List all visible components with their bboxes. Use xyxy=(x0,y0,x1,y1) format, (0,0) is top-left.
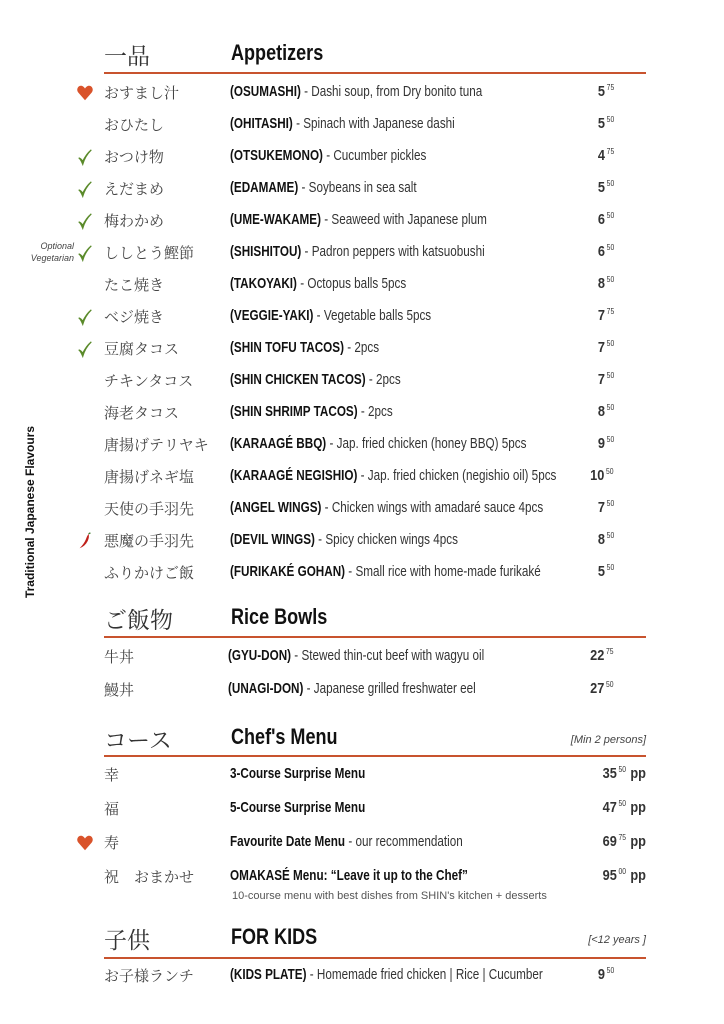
item-detail: - Spinach with Japanese dashi xyxy=(292,115,455,132)
item-detail: - Small rice with home-made furikaké xyxy=(345,563,541,580)
price-main: 5 xyxy=(597,179,605,196)
item-detail: - Chicken wings with amadaré sauce 4pcs xyxy=(321,499,544,516)
price-main: 5 xyxy=(597,83,605,100)
item-name: (KIDS PLATE) xyxy=(230,966,307,983)
price-cents: 75 xyxy=(618,833,627,842)
item-description xyxy=(230,403,393,420)
item-name: (OSUMASHI) xyxy=(230,83,301,100)
side-label: Traditional Japanese Flavours xyxy=(23,425,37,599)
item-name: 5-Course Surprise Menu xyxy=(230,799,366,816)
item-name: Favourite Date Menu xyxy=(230,833,346,850)
price-main: 8 xyxy=(597,275,605,292)
item-price xyxy=(598,531,614,548)
vegetarian-text: Vegetarian xyxy=(30,253,74,263)
price-cents: 50 xyxy=(606,243,614,252)
item-jp-name: おすまし汁 xyxy=(104,84,180,102)
item-price xyxy=(598,179,614,196)
item-name: (SHIN TOFU TACOS) xyxy=(230,339,344,356)
item-name: (FURIKAKÉ GOHAN) xyxy=(230,563,346,580)
price-cents: 00 xyxy=(618,867,627,876)
price-main: 95 xyxy=(602,867,617,884)
check-icon xyxy=(76,308,94,326)
price-cents: 50 xyxy=(606,339,614,348)
section-divider xyxy=(104,755,646,757)
section-title: Appetizers xyxy=(231,40,324,65)
item-jp-name: 幸 xyxy=(104,766,120,784)
item-name: (VEGGIE-YAKI) xyxy=(230,307,314,324)
item-jp-name: 梅わかめ xyxy=(104,212,165,230)
price-main: 27 xyxy=(590,680,605,697)
item-jp-name: 福 xyxy=(104,800,120,818)
price-cents: 50 xyxy=(606,966,614,975)
price-main: 8 xyxy=(597,403,605,420)
item-detail: - Homemade fried chicken | Rice | Cucumber xyxy=(306,966,543,983)
item-price xyxy=(598,563,614,580)
item-subtitle: 10-course menu with best dishes from SHIN's kitchen + desserts xyxy=(232,890,547,902)
item-jp-name: お子様ランチ xyxy=(104,967,195,985)
menu-item xyxy=(0,466,724,490)
menu-item xyxy=(0,832,724,856)
price-main: 8 xyxy=(597,531,605,548)
item-jp-name: チキンタコス xyxy=(104,372,194,390)
item-description xyxy=(230,531,458,548)
item-description xyxy=(230,499,543,516)
menu-item xyxy=(0,764,724,788)
item-jp-name: ベジ焼き xyxy=(104,308,165,326)
item-detail: - Jap. fried chicken (honey BBQ) 5pcs xyxy=(326,435,527,452)
price-cents: 50 xyxy=(606,680,614,689)
price-main: 47 xyxy=(602,799,617,816)
check-icon xyxy=(76,148,94,166)
item-jp-name: 寿 xyxy=(104,834,120,852)
item-price xyxy=(598,371,614,388)
item-detail: - Vegetable balls 5pcs xyxy=(313,307,432,324)
section-note: [Min 2 persons] xyxy=(570,734,646,746)
item-jp-name: えだまめ xyxy=(104,180,165,198)
section-title: Chef's Menu xyxy=(231,724,338,749)
menu-item xyxy=(0,434,724,458)
item-description xyxy=(230,147,426,164)
item-name: (UME-WAKAME) xyxy=(230,211,321,228)
optional-text: Optional xyxy=(40,241,74,251)
price-main: 7 xyxy=(597,339,605,356)
price-main: 7 xyxy=(597,499,605,516)
item-description xyxy=(230,83,482,100)
price-unit: pp xyxy=(630,765,646,782)
item-name: (ANGEL WINGS) xyxy=(230,499,322,516)
item-description xyxy=(230,435,526,452)
price-main: 9 xyxy=(597,966,605,983)
item-price xyxy=(603,765,646,782)
menu-item xyxy=(0,679,724,703)
item-price xyxy=(603,833,646,850)
item-jp-name: ししとう鰹節 xyxy=(104,244,195,262)
item-jp-name: 唐揚げテリヤキ xyxy=(104,436,209,454)
item-name: (OTSUKEMONO) xyxy=(230,147,323,164)
price-cents: 75 xyxy=(606,83,614,92)
menu-item xyxy=(0,146,724,170)
item-price xyxy=(598,307,614,324)
price-cents: 50 xyxy=(606,403,614,412)
section-title: Rice Bowls xyxy=(231,604,328,629)
item-jp-name: おひたし xyxy=(104,116,165,134)
price-main: 6 xyxy=(597,243,605,260)
price-main: 10 xyxy=(590,467,605,484)
item-jp-name: たこ焼き xyxy=(104,276,165,294)
price-unit: pp xyxy=(630,799,646,816)
item-price xyxy=(598,243,614,260)
price-cents: 50 xyxy=(606,435,614,444)
price-cents: 75 xyxy=(606,647,614,656)
item-detail: - Seaweed with Japanese plum xyxy=(320,211,487,228)
check-icon xyxy=(76,212,94,230)
item-description xyxy=(228,680,476,697)
heart-icon xyxy=(76,834,94,852)
item-name: (SHIN SHRIMP TACOS) xyxy=(230,403,358,420)
price-cents: 75 xyxy=(606,147,614,156)
menu-item xyxy=(0,82,724,106)
menu-item xyxy=(0,798,724,822)
item-name: (SHISHITOU) xyxy=(230,243,302,260)
item-price xyxy=(603,799,646,816)
item-price xyxy=(591,467,614,484)
price-main: 7 xyxy=(597,371,605,388)
item-detail: - Padron peppers with katsuobushi xyxy=(301,243,485,260)
item-jp-name: 豆腐タコス xyxy=(104,340,180,358)
heart-icon xyxy=(76,84,94,102)
item-description xyxy=(230,833,463,850)
price-main: 5 xyxy=(597,115,605,132)
item-detail: - 2pcs xyxy=(365,371,401,388)
item-price xyxy=(603,867,646,884)
item-price xyxy=(598,115,614,132)
item-jp-name: 牛丼 xyxy=(104,648,135,666)
price-cents: 50 xyxy=(606,499,614,508)
check-icon xyxy=(76,180,94,198)
item-name: (SHIN CHICKEN TACOS) xyxy=(230,371,366,388)
check-icon xyxy=(76,244,94,262)
item-name: (KARAAGÉ NEGISHIO) xyxy=(230,467,358,484)
item-description xyxy=(230,371,401,388)
item-description xyxy=(228,647,484,664)
price-cents: 50 xyxy=(606,467,614,476)
menu-item xyxy=(0,370,724,394)
price-main: 69 xyxy=(602,833,617,850)
price-cents: 50 xyxy=(618,765,627,774)
item-detail: - Jap. fried chicken (negishio oil) 5pcs xyxy=(357,467,557,484)
price-cents: 50 xyxy=(606,115,614,124)
section-divider xyxy=(104,957,646,959)
menu-item xyxy=(0,242,724,266)
item-detail: - Dashi soup, from Dry bonito tuna xyxy=(300,83,483,100)
item-description xyxy=(230,339,379,356)
item-jp-name: 海老タコス xyxy=(104,404,180,422)
item-price xyxy=(598,339,614,356)
section-divider xyxy=(104,636,646,638)
section-jp-title: 一品 xyxy=(104,44,150,70)
item-description xyxy=(230,307,431,324)
item-price xyxy=(598,499,614,516)
item-name: (UNAGI-DON) xyxy=(228,680,304,697)
item-jp-name: 鰻丼 xyxy=(104,681,135,699)
menu-item xyxy=(0,402,724,426)
menu-item xyxy=(0,498,724,522)
item-detail: - our recommendation xyxy=(345,833,463,850)
section-divider xyxy=(104,72,646,74)
item-detail: - 2pcs xyxy=(343,339,380,356)
item-description xyxy=(230,467,556,484)
item-name: (OHITASHI) xyxy=(230,115,293,132)
item-name: (DEVIL WINGS) xyxy=(230,531,315,548)
price-unit: pp xyxy=(630,833,646,850)
item-name: (EDAMAME) xyxy=(230,179,299,196)
item-description xyxy=(230,765,365,782)
item-price xyxy=(598,83,614,100)
item-description xyxy=(230,179,417,196)
price-cents: 50 xyxy=(606,563,614,572)
item-jp-name: 祝 おまかせ xyxy=(104,868,195,886)
item-detail: - Octopus balls 5pcs xyxy=(296,275,407,292)
item-name: (TAKOYAKI) xyxy=(230,275,297,292)
item-jp-name: 天使の手羽先 xyxy=(104,500,195,518)
item-detail: - Spicy chicken wings 4pcs xyxy=(314,531,458,548)
menu-item xyxy=(0,965,724,989)
price-cents: 50 xyxy=(606,531,614,540)
item-description xyxy=(230,966,543,983)
menu-item xyxy=(0,646,724,670)
price-main: 5 xyxy=(597,563,605,580)
price-cents: 50 xyxy=(606,275,614,284)
item-description xyxy=(230,867,468,884)
item-price xyxy=(598,211,614,228)
item-price xyxy=(598,275,614,292)
item-detail: - Soybeans in sea salt xyxy=(298,179,417,196)
price-main: 9 xyxy=(597,435,605,452)
item-name: 3-Course Surprise Menu xyxy=(230,765,366,782)
item-name: (KARAAGÉ BBQ) xyxy=(230,435,327,452)
item-detail: - Stewed thin-cut beef with wagyu oil xyxy=(291,647,485,664)
menu-item xyxy=(0,178,724,202)
item-price xyxy=(591,647,614,664)
menu-item xyxy=(0,274,724,298)
item-detail: - Japanese grilled freshwater eel xyxy=(303,680,476,697)
item-price xyxy=(591,680,614,697)
price-unit: pp xyxy=(630,867,646,884)
section-jp-title: 子供 xyxy=(104,928,150,954)
menu-item xyxy=(0,306,724,330)
item-name: (GYU-DON) xyxy=(228,647,292,664)
menu-item xyxy=(0,562,724,586)
section-jp-title: ご飯物 xyxy=(104,608,173,634)
price-cents: 50 xyxy=(606,371,614,380)
item-description xyxy=(230,275,406,292)
item-price xyxy=(598,403,614,420)
price-main: 35 xyxy=(602,765,617,782)
menu-item xyxy=(0,210,724,234)
item-description xyxy=(230,115,455,132)
price-main: 7 xyxy=(597,307,605,324)
price-cents: 50 xyxy=(606,179,614,188)
item-detail: - Cucumber pickles xyxy=(322,147,427,164)
item-description xyxy=(230,563,541,580)
price-main: 22 xyxy=(590,647,605,664)
item-jp-name: ふりかけご飯 xyxy=(104,564,195,582)
item-jp-name: 悪魔の手羽先 xyxy=(104,532,195,550)
item-description xyxy=(230,211,487,228)
chili-icon xyxy=(76,532,94,550)
item-description xyxy=(230,243,485,260)
menu-item xyxy=(0,338,724,362)
menu-item xyxy=(0,866,724,890)
item-price xyxy=(598,147,614,164)
item-jp-name: 唐揚げネギ塩 xyxy=(104,468,195,486)
menu-item xyxy=(0,530,724,554)
price-cents: 50 xyxy=(606,211,614,220)
item-price xyxy=(598,435,614,452)
section-note: [<12 years ] xyxy=(588,934,646,946)
section-jp-title: コース xyxy=(104,728,172,754)
menu-item xyxy=(0,114,724,138)
price-main: 4 xyxy=(597,147,605,164)
price-cents: 50 xyxy=(618,799,627,808)
item-price xyxy=(598,966,614,983)
item-detail: - 2pcs xyxy=(357,403,393,420)
price-main: 6 xyxy=(597,211,605,228)
section-title: FOR KIDS xyxy=(231,924,318,949)
item-jp-name: おつけ物 xyxy=(104,148,164,166)
check-icon xyxy=(76,340,94,358)
price-cents: 75 xyxy=(606,307,614,316)
item-description xyxy=(230,799,365,816)
item-name: OMAKASÉ Menu: “Leave it up to the Chef” xyxy=(230,867,468,884)
